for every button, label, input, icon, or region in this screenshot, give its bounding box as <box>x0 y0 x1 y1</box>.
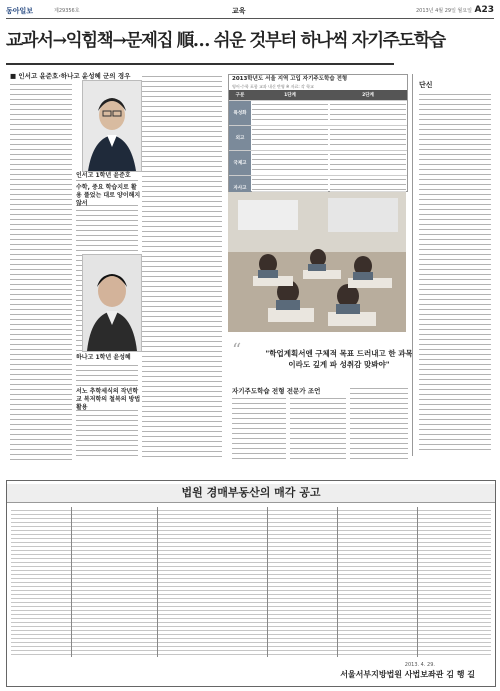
table-subtitle: 영어·수학 포함 교과 내신 반영 ※ 자료: 각 학교 <box>232 84 314 89</box>
expert-advice-heading: 자기주도학습 전형 전문가 조언 <box>232 387 321 395</box>
main-headline: 교과서→익힘책→문제집 順… 쉬운 것부터 하나씩 자기주도학습 <box>6 31 445 51</box>
article-column-4 <box>232 396 286 462</box>
row-label: 외고 <box>229 126 251 151</box>
ad-column-divider <box>157 507 158 657</box>
ad-column-divider <box>71 507 72 657</box>
row-label: 특성화 <box>229 101 251 126</box>
article-column-3 <box>142 74 222 460</box>
row-label: 자사고 <box>229 176 251 201</box>
table-header: 1단계 <box>251 90 329 101</box>
student-photo-top <box>82 80 142 172</box>
table-title: 2013학년도 서울 지역 고입 자기주도학습 전형 <box>232 76 348 82</box>
table-grid <box>229 90 407 200</box>
briefs-column <box>412 74 495 456</box>
admission-table <box>228 74 408 192</box>
table-row <box>229 101 407 126</box>
pull-quote: "학업계획서엔 구체적 목표 드러내고 한 과목이라도 깊게 파 성취감 맞봐야" <box>262 346 416 372</box>
table-header: 2단계 <box>329 90 407 101</box>
student-photo-bottom <box>82 254 142 352</box>
issue-number: 제29356호 <box>54 8 80 14</box>
caption-top-name: 인서고 1학년 윤준호 <box>76 172 140 180</box>
portrait-figure-icon <box>83 255 141 351</box>
auction-notice-ad <box>6 480 496 687</box>
page-number: A23 <box>474 5 494 15</box>
headline-rule <box>6 63 394 65</box>
quote-mark-icon: “ <box>232 340 242 361</box>
publication-date: 2013년 4월 29일 월요일 <box>415 8 472 14</box>
ad-signature: 서울서부지방법원 사법보좌관 김 행 길 <box>340 670 475 679</box>
ad-column-divider <box>417 507 418 657</box>
left-box-title: ■ 인서고 윤준호·하나고 윤성혜 군의 경우 <box>10 72 131 80</box>
article-column-6 <box>350 386 408 462</box>
table-row <box>229 126 407 151</box>
row-label: 국제고 <box>229 151 251 176</box>
section-title: 교육 <box>232 7 246 15</box>
ad-date: 2013. 4. 29. <box>404 662 435 668</box>
caption-top-quote: 수학, 중요 학습지로 활용 풀었는 대로 양이해지 않서 <box>76 184 141 207</box>
article-column-5 <box>290 396 346 462</box>
classroom-scene-icon <box>228 192 406 332</box>
article-column-1 <box>10 82 72 460</box>
classroom-photo <box>228 192 406 332</box>
briefs-text <box>419 92 491 452</box>
table-row <box>229 151 407 176</box>
caption-bottom-name: 하나고 1학년 윤성혜 <box>76 354 140 362</box>
ad-listing-grid <box>11 507 491 657</box>
briefs-title: 단신 <box>419 81 433 89</box>
ad-column-divider <box>337 507 338 657</box>
caption-bottom-quote: 서노 추학세식의 작년학교 복저학의 철복의 방법 활용 <box>76 388 141 411</box>
ad-title: 법원 경매부동산의 매각 공고 <box>7 484 495 503</box>
ad-column-divider <box>267 507 268 657</box>
newspaper-logo: 동아일보 <box>6 7 34 15</box>
page-header <box>6 4 494 19</box>
table-header: 구분 <box>229 90 251 101</box>
portrait-figure-icon <box>83 81 141 171</box>
